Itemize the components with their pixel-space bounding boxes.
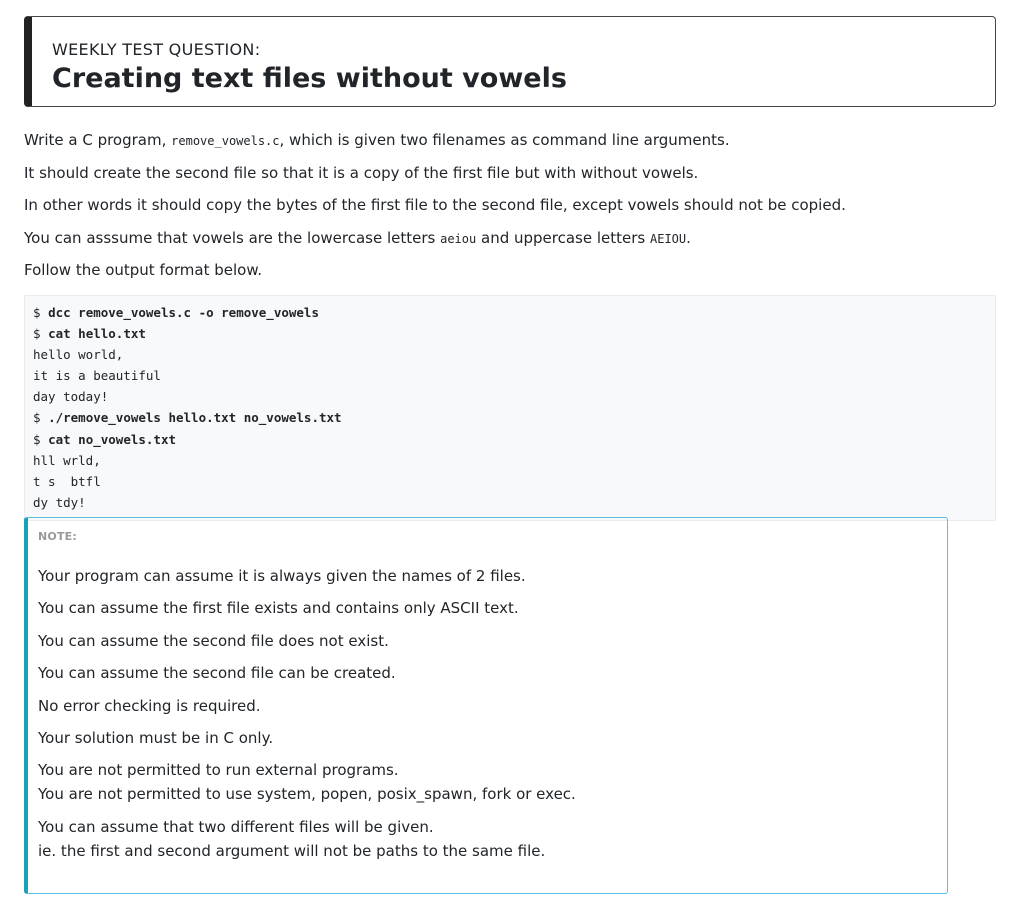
command-line xyxy=(33,407,987,428)
shell-command: cat no_vowels.txt xyxy=(48,431,176,447)
question-description xyxy=(24,128,996,291)
note-line: You can assume the second file can be created. xyxy=(38,664,396,683)
note-line: You can assume that two different files will be given. xyxy=(38,817,434,836)
question-page xyxy=(24,16,996,521)
text-span: . xyxy=(686,228,691,247)
output-line: t s btfl xyxy=(33,474,101,489)
note-line: You can assume the first file exists and contains only ASCII text. xyxy=(38,599,519,618)
shell-prompt: $ xyxy=(33,304,49,320)
note-paragraph xyxy=(38,694,947,718)
shell-command: dcc remove_vowels.c -o remove_vowels xyxy=(48,304,319,320)
text-span: You can asssume that vowels are the lowercase letters xyxy=(24,228,441,247)
output-line: hello world, xyxy=(33,346,124,362)
note-line: You are not permitted to use system, popen, posix_spawn, fork or exec. xyxy=(38,785,576,804)
shell-prompt: $ xyxy=(33,325,49,341)
description-paragraph-4 xyxy=(24,226,996,259)
shell-prompt: $ xyxy=(33,431,49,447)
note-line: Your solution must be in C only. xyxy=(38,728,274,747)
note-paragraph xyxy=(38,629,947,653)
text-span: and uppercase letters xyxy=(476,228,650,247)
command-line xyxy=(33,302,987,323)
example-terminal-session xyxy=(24,295,996,522)
command-line xyxy=(33,429,987,450)
description-paragraph-1 xyxy=(24,128,996,161)
inline-code-uppercase-vowels: AEIOU xyxy=(650,231,687,246)
shell-prompt: $ xyxy=(33,410,49,426)
note-line: Your program can assume it is always given the names of 2 files. xyxy=(38,567,526,585)
question-heading xyxy=(24,16,996,107)
note-paragraph xyxy=(38,661,947,685)
output-line: it is a beautiful xyxy=(33,368,161,384)
description-paragraph-2: It should create the second file so that it is a copy of the first file but with without vowels. xyxy=(24,163,699,182)
description-paragraph-5: Follow the output format below. xyxy=(24,261,263,279)
description-paragraph-3: In other words it should copy the bytes of the first file to the second file, except vowels should not be copied. xyxy=(24,196,846,214)
note-title: NOTE: xyxy=(38,530,77,543)
note-box xyxy=(24,517,948,894)
inline-code-lowercase-vowels: aeiou xyxy=(440,231,477,246)
text-span: , which is given two filenames as command line arguments. xyxy=(279,131,730,149)
note-line: You can assume the second file does not exist. xyxy=(38,631,389,650)
note-line: You are not permitted to run external programs. xyxy=(38,761,399,780)
note-paragraph xyxy=(38,596,947,620)
note-paragraph xyxy=(38,758,947,806)
note-line: No error checking is required. xyxy=(38,696,261,715)
text-span: Write a C program, xyxy=(24,131,172,149)
command-line xyxy=(33,323,987,344)
output-line: day today! xyxy=(33,389,109,405)
shell-command: ./remove_vowels hello.txt no_vowels.txt xyxy=(48,410,342,426)
output-line: dy tdy! xyxy=(33,495,86,511)
question-title: Creating text files without vowels xyxy=(52,63,567,94)
note-paragraph xyxy=(38,815,947,863)
shell-command: cat hello.txt xyxy=(48,325,146,341)
note-paragraph xyxy=(38,726,947,750)
output-line: hll wrld, xyxy=(33,452,101,468)
note-paragraph xyxy=(38,564,947,588)
note-line: ie. the first and second argument will not be paths to the same file. xyxy=(38,841,546,860)
note-body xyxy=(38,564,947,863)
inline-code-filename: remove_vowels.c xyxy=(171,134,280,148)
question-kicker: WEEKLY TEST QUESTION: xyxy=(52,40,261,59)
